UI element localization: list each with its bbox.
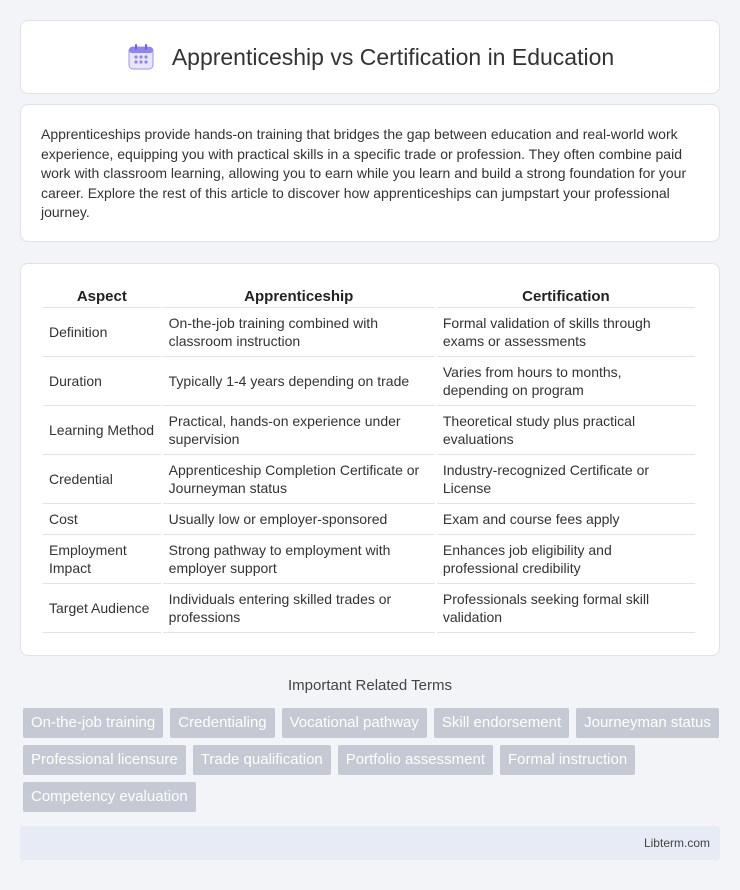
related-term-tag[interactable]: Journeyman status xyxy=(576,708,719,738)
apprenticeship-cell: Practical, hands-on experience under supervision xyxy=(163,406,435,455)
table-row xyxy=(43,535,695,584)
title-wrap xyxy=(126,42,614,72)
apprenticeship-cell: On-the-job training combined with classroom instruction xyxy=(163,308,435,357)
certification-cell: Professionals seeking formal skill validation xyxy=(437,584,695,633)
certification-cell: Theoretical study plus practical evaluations xyxy=(437,406,695,455)
table-header-row xyxy=(43,284,695,308)
related-term-tag[interactable]: On-the-job training xyxy=(23,708,163,738)
certification-cell: Enhances job eligibility and professional credibility xyxy=(437,535,695,584)
row-aspect-cell: Credential xyxy=(43,455,161,504)
related-term-tag[interactable]: Professional licensure xyxy=(23,745,186,775)
related-term-tag[interactable]: Vocational pathway xyxy=(282,708,427,738)
certification-cell: Exam and course fees apply xyxy=(437,504,695,535)
apprenticeship-cell: Usually low or employer-sponsored xyxy=(163,504,435,535)
table-row xyxy=(43,584,695,633)
certification-cell: Varies from hours to months, depending on program xyxy=(437,357,695,406)
certification-cell: Industry-recognized Certificate or License xyxy=(437,455,695,504)
table-row xyxy=(43,357,695,406)
comparison-table xyxy=(41,284,697,633)
row-aspect-cell: Target Audience xyxy=(43,584,161,633)
comparison-table-card xyxy=(20,263,720,656)
row-aspect-cell: Duration xyxy=(43,357,161,406)
table-row xyxy=(43,455,695,504)
apprenticeship-cell: Individuals entering skilled trades or professions xyxy=(163,584,435,633)
apprenticeship-cell: Typically 1-4 years depending on trade xyxy=(163,357,435,406)
row-aspect-cell: Employment Impact xyxy=(43,535,161,584)
related-term-tag[interactable]: Skill endorsement xyxy=(434,708,569,738)
table-row xyxy=(43,406,695,455)
table-row xyxy=(43,308,695,357)
row-aspect-cell: Definition xyxy=(43,308,161,357)
related-terms-heading: Important Related Terms xyxy=(288,677,452,694)
row-aspect-cell: Cost xyxy=(43,504,161,535)
certification-cell: Formal validation of skills through exams or assessments xyxy=(437,308,695,357)
intro-paragraph: Apprenticeships provide hands-on training that bridges the gap between education and real-world work experience, equipping you with practical skills in a specific trade or profession. They often combine paid work with classroom learning, allowing you to earn while you learn and build a strong foundation for your career. Explore the rest of this article to discover how apprenticeships can jumpstart your professional journey. xyxy=(41,126,687,220)
intro-card xyxy=(20,104,720,242)
column-header-certification: Certification xyxy=(437,284,695,308)
related-term-tag[interactable]: Trade qualification xyxy=(193,745,331,775)
related-term-tag[interactable]: Portfolio assessment xyxy=(338,745,493,775)
footer-bar xyxy=(20,826,720,860)
table-row xyxy=(43,504,695,535)
related-term-tag[interactable]: Competency evaluation xyxy=(23,782,196,812)
apprenticeship-cell: Apprenticeship Completion Certificate or Journeyman status xyxy=(163,455,435,504)
related-term-tag[interactable]: Formal instruction xyxy=(500,745,635,775)
column-header-apprenticeship: Apprenticeship xyxy=(163,284,435,308)
related-term-tag[interactable]: Credentialing xyxy=(170,708,274,738)
header-card xyxy=(20,20,720,94)
apprenticeship-cell: Strong pathway to employment with employer support xyxy=(163,535,435,584)
column-header-aspect: Aspect xyxy=(43,284,161,308)
calendar-icon xyxy=(126,42,156,72)
related-terms-list xyxy=(23,708,723,812)
page-title: Apprenticeship vs Certification in Education xyxy=(171,43,615,70)
row-aspect-cell: Learning Method xyxy=(43,406,161,455)
footer-site-link[interactable]: Libterm.com xyxy=(643,836,710,850)
